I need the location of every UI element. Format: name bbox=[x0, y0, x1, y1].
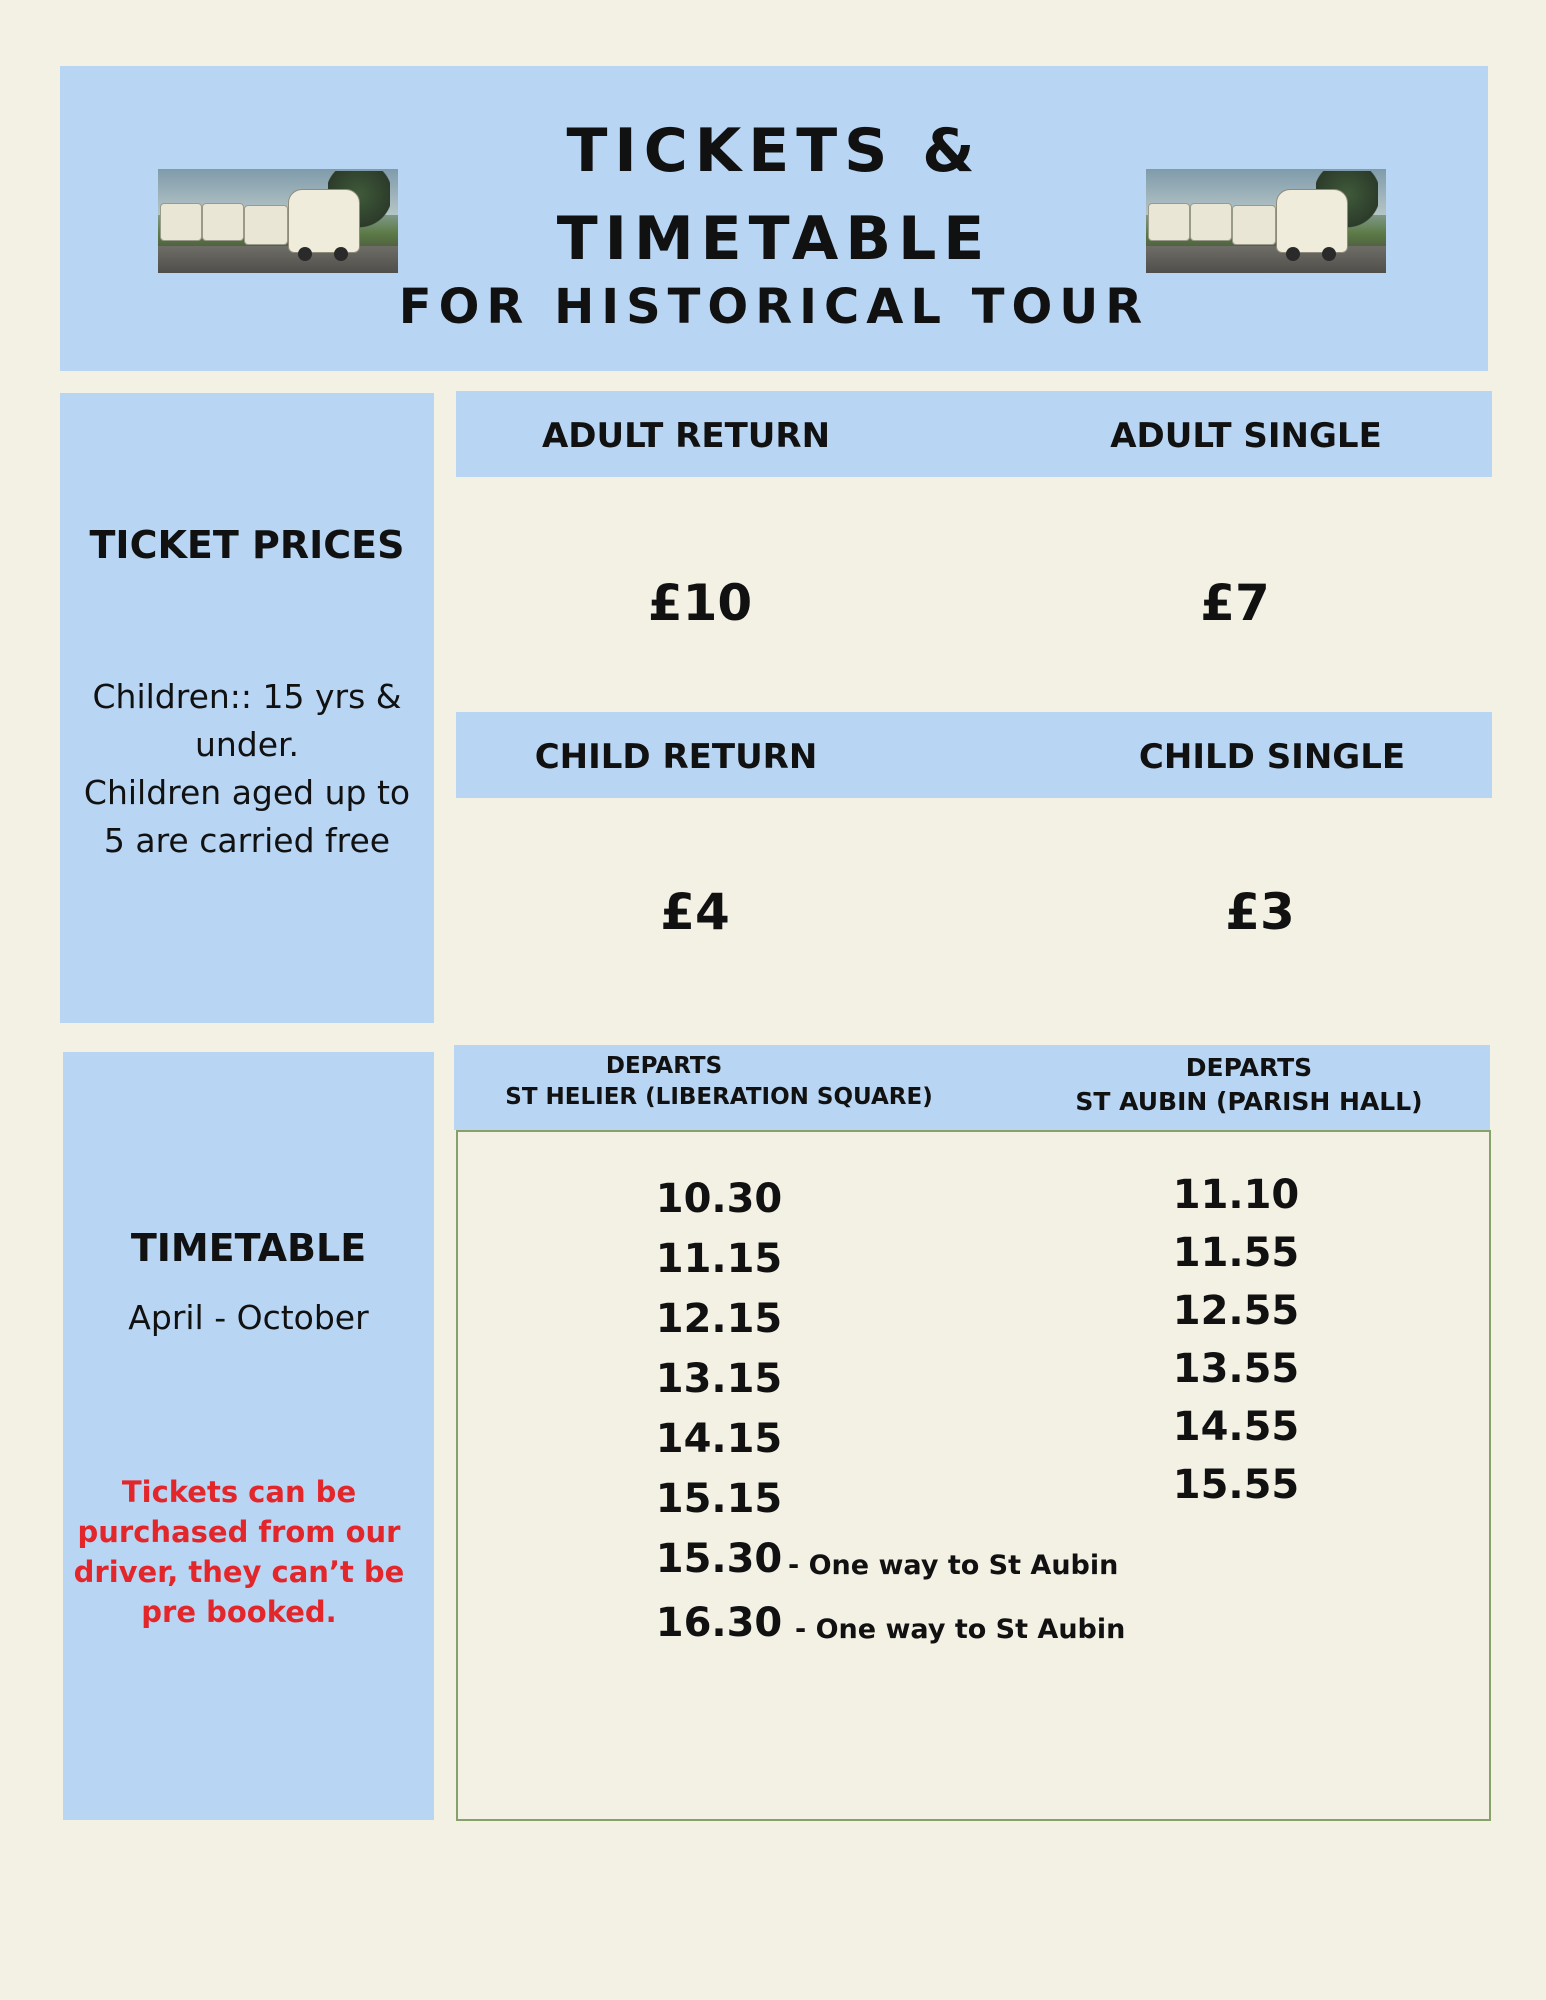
children-note-line-4: 5 are carried free bbox=[103, 821, 391, 860]
st-helier-time: 11.15 bbox=[655, 1236, 783, 1282]
timetable-header bbox=[454, 1045, 1490, 1130]
st-aubin-time: 14.55 bbox=[1172, 1404, 1300, 1450]
st-helier-time: 13.15 bbox=[655, 1356, 783, 1402]
st-helier-time: 15.30 bbox=[655, 1536, 783, 1582]
timetable-panel bbox=[63, 1052, 434, 1820]
adult-price-header bbox=[456, 391, 1492, 477]
booking-warning-line-3: driver, they can’t be bbox=[73, 1555, 405, 1589]
adult-return-price: £10 bbox=[647, 574, 753, 632]
title-line-2: TIMETABLE bbox=[556, 204, 992, 274]
adult-single-price: £7 bbox=[1200, 574, 1270, 632]
title-line-1: TICKETS & bbox=[566, 116, 982, 186]
st-aubin-header-line-2: ST AUBIN (PARISH HALL) bbox=[1075, 1087, 1423, 1116]
child-price-header bbox=[456, 712, 1492, 798]
children-note-line-3: Children aged up to bbox=[83, 773, 411, 812]
timetable-season: April - October bbox=[128, 1298, 369, 1337]
header-banner bbox=[60, 66, 1488, 371]
adult-single-label: ADULT SINGLE bbox=[1110, 416, 1382, 456]
adult-return-label: ADULT RETURN bbox=[541, 416, 831, 456]
subtitle: FOR HISTORICAL TOUR bbox=[398, 279, 1150, 335]
child-return-label: CHILD RETURN bbox=[534, 737, 818, 777]
booking-warning-line-4: pre booked. bbox=[141, 1595, 337, 1629]
child-single-label: CHILD SINGLE bbox=[1138, 737, 1406, 777]
children-note-line-1: Children:: 15 yrs & bbox=[92, 677, 402, 716]
booking-warning-line-2: purchased from our bbox=[77, 1515, 401, 1549]
st-aubin-time: 13.55 bbox=[1172, 1346, 1300, 1392]
st-aubin-time: 11.10 bbox=[1172, 1172, 1300, 1218]
children-note-line-2: under. bbox=[194, 725, 300, 764]
st-helier-time: 14.15 bbox=[655, 1416, 783, 1462]
st-helier-time: 16.30 bbox=[655, 1600, 783, 1646]
st-aubin-time: 15.55 bbox=[1172, 1462, 1300, 1508]
child-single-price: £3 bbox=[1225, 883, 1295, 941]
child-return-price: £4 bbox=[660, 883, 730, 941]
st-aubin-time: 12.55 bbox=[1172, 1288, 1300, 1334]
st-helier-time: 12.15 bbox=[655, 1296, 783, 1342]
st-helier-time: 10.30 bbox=[655, 1176, 783, 1222]
ticket-prices-panel bbox=[60, 393, 434, 1023]
st-helier-header-line-1: DEPARTS bbox=[605, 1053, 723, 1079]
st-helier-header-line-2: ST HELIER (LIBERATION SQUARE) bbox=[505, 1084, 933, 1110]
st-helier-time: 15.15 bbox=[655, 1476, 783, 1522]
st-aubin-time: 11.55 bbox=[1172, 1230, 1300, 1276]
st-aubin-header-line-1: DEPARTS bbox=[1185, 1053, 1313, 1082]
tourist-train-photo-right bbox=[1146, 169, 1386, 273]
ticket-prices-title: TICKET PRICES bbox=[89, 523, 405, 567]
one-way-note: - One way to St Aubin bbox=[795, 1614, 1126, 1645]
timetable-grid bbox=[456, 1130, 1491, 1821]
timetable-title: TIMETABLE bbox=[130, 1226, 367, 1270]
one-way-note: - One way to St Aubin bbox=[788, 1550, 1119, 1581]
booking-warning-line-1: Tickets can be bbox=[121, 1475, 357, 1509]
